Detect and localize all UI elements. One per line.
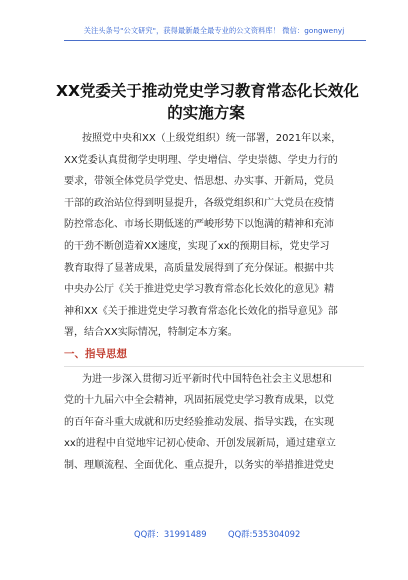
section-divider — [64, 366, 364, 367]
body-line: xx的进程中自觉地牢记初心使命、开创发展新局，通过建章立 — [64, 438, 336, 450]
title-line-1: XX党委关于推动党史学习教育常态化长效化 — [56, 82, 359, 100]
footer-qq-group-1: QQ群：31991489 — [134, 529, 207, 539]
footer-qq-group-2: QQ群:535304092 — [228, 529, 301, 539]
body-line: 干部的政治站位得到明显提升，各级党组织和广大党员在疫情 — [64, 197, 334, 209]
body-line: XX党委认真贯彻学史明理、学史增信、学史崇德、学史力行的 — [64, 154, 338, 166]
body-line: 神和XX《关于推进党史学习教育常态化长效化的指导意见》部 — [64, 305, 338, 317]
document-body — [64, 128, 364, 477]
body-line: 防控常态化、市场长期低迷的严峻形势下以饱满的精神和充沛 — [64, 219, 334, 231]
body-line: 中央办公厅《关于推进党史学习教育常态化长效化的意见》精 — [64, 284, 334, 296]
body-line: 的干劲不断创造着XX速度，实现了xx的预期目标，党史学习 — [64, 240, 330, 252]
body-line: 党的十九届六中全会精神，巩固拓展党史学习教育成果，以党 — [64, 395, 334, 407]
body-line: 的百年奋斗重大成就和历史经验推动发展、指导实践，在实现 — [64, 416, 334, 428]
body-line: 要求，带领全体党员学党史、悟思想、办实事、开新局，党员 — [64, 176, 334, 188]
section-heading: 一、指导思想 — [64, 347, 127, 360]
header-divider — [64, 40, 366, 41]
body-line: 为进一步深入贯彻习近平新时代中国特色社会主义思想和 — [82, 373, 332, 385]
document-title — [56, 80, 359, 124]
header-note: 关注头条号"公文研究"，获得最新最全最专业的公文资料库！ 微信：gongwenyj — [83, 26, 345, 35]
body-line: 制、理顺流程、全面优化、重点提升，以务实的举措推进党史 — [64, 459, 334, 471]
body-line: 署，结合XX实际情况，特制定本方案。 — [64, 327, 238, 339]
body-line: 教育取得了显著成果，高质量发展得到了充分保证。根据中共 — [64, 262, 334, 274]
body-line: 按照党中央和XX（上级党组织）统一部署，2021年以来， — [82, 133, 342, 144]
title-line-2: 的实施方案 — [167, 104, 245, 122]
